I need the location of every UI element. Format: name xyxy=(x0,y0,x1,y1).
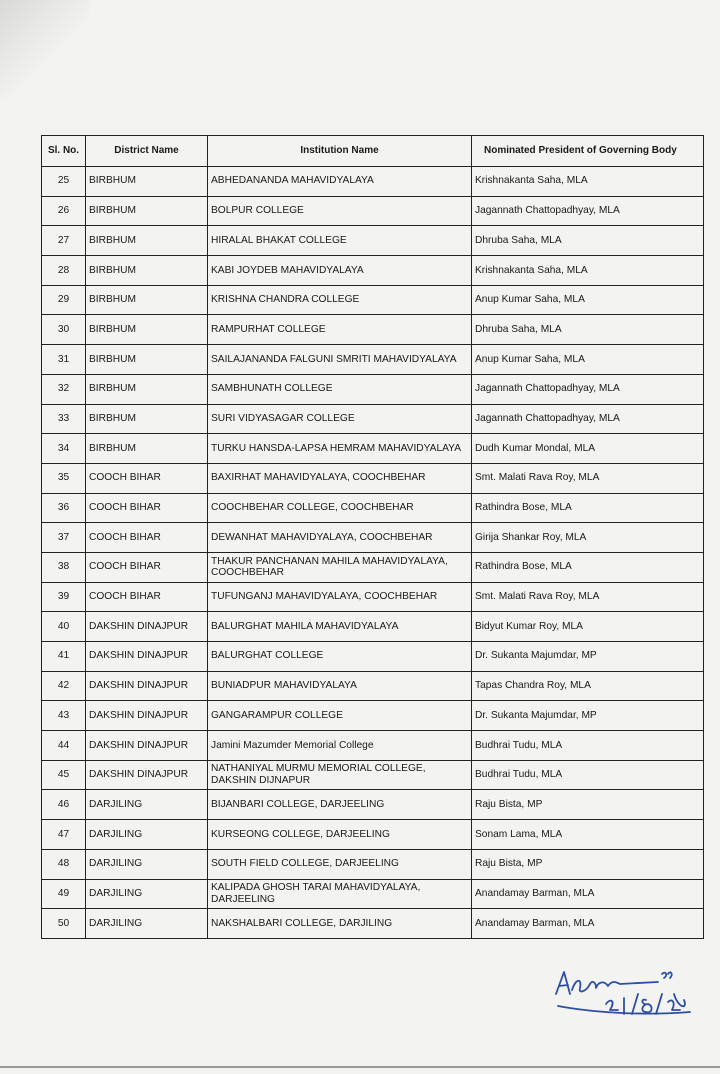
header-sl-no: Sl. No. xyxy=(42,136,86,167)
cell-nominated-president: Dr. Sukanta Majumdar, MP xyxy=(472,701,704,731)
cell-sl-no: 25 xyxy=(42,167,86,197)
cell-sl-no: 27 xyxy=(42,226,86,256)
header-institution-name: Institution Name xyxy=(208,136,472,167)
cell-district-name: BIRBHUM xyxy=(86,374,208,404)
table-row xyxy=(42,849,704,879)
cell-district-name: BIRBHUM xyxy=(86,226,208,256)
cell-institution-name: BALURGHAT COLLEGE xyxy=(208,642,472,672)
cell-district-name: DAKSHIN DINAJPUR xyxy=(86,612,208,642)
table-row xyxy=(42,404,704,434)
table-row xyxy=(42,760,704,790)
table-row xyxy=(42,612,704,642)
cell-nominated-president: Krishnakanta Saha, MLA xyxy=(472,256,704,286)
cell-institution-name: SAILAJANANDA FALGUNI SMRITI MAHAVIDYALAYA xyxy=(208,345,472,375)
cell-nominated-president: Rathindra Bose, MLA xyxy=(472,493,704,523)
table-row xyxy=(42,909,704,939)
cell-institution-name: BAXIRHAT MAHAVIDYALAYA, COOCHBEHAR xyxy=(208,463,472,493)
cell-nominated-president: Bidyut Kumar Roy, MLA xyxy=(472,612,704,642)
cell-sl-no: 40 xyxy=(42,612,86,642)
cell-sl-no: 28 xyxy=(42,256,86,286)
cell-nominated-president: Raju Bista, MP xyxy=(472,849,704,879)
cell-nominated-president: Tapas Chandra Roy, MLA xyxy=(472,671,704,701)
cell-institution-name: KABI JOYDEB MAHAVIDYALAYA xyxy=(208,256,472,286)
cell-district-name: DAKSHIN DINAJPUR xyxy=(86,671,208,701)
cell-district-name: DARJILING xyxy=(86,879,208,909)
cell-sl-no: 32 xyxy=(42,374,86,404)
table-row xyxy=(42,167,704,197)
cell-district-name: DAKSHIN DINAJPUR xyxy=(86,731,208,761)
cell-institution-name: BALURGHAT MAHILA MAHAVIDYALAYA xyxy=(208,612,472,642)
cell-district-name: BIRBHUM xyxy=(86,315,208,345)
cell-institution-name: HIRALAL BHAKAT COLLEGE xyxy=(208,226,472,256)
cell-institution-name: Jamini Mazumder Memorial College xyxy=(208,731,472,761)
cell-nominated-president: Anandamay Barman, MLA xyxy=(472,879,704,909)
table-row xyxy=(42,582,704,612)
cell-sl-no: 29 xyxy=(42,285,86,315)
cell-district-name: BIRBHUM xyxy=(86,196,208,226)
cell-sl-no: 35 xyxy=(42,463,86,493)
page-bottom-edge xyxy=(0,1066,720,1068)
cell-sl-no: 49 xyxy=(42,879,86,909)
header-nominated-president: Nominated President of Governing Body xyxy=(472,136,704,167)
cell-sl-no: 31 xyxy=(42,345,86,375)
cell-institution-name: NAKSHALBARI COLLEGE, DARJILING xyxy=(208,909,472,939)
cell-sl-no: 41 xyxy=(42,642,86,672)
table-row xyxy=(42,256,704,286)
table-row xyxy=(42,671,704,701)
cell-institution-name: THAKUR PANCHANAN MAHILA MAHAVIDYALAYA, COOCHBEHAR xyxy=(208,552,472,582)
cell-institution-name: SAMBHUNATH COLLEGE xyxy=(208,374,472,404)
table-row xyxy=(42,879,704,909)
cell-nominated-president: Dhruba Saha, MLA xyxy=(472,315,704,345)
cell-nominated-president: Raju Bista, MP xyxy=(472,790,704,820)
cell-institution-name: GANGARAMPUR COLLEGE xyxy=(208,701,472,731)
cell-sl-no: 26 xyxy=(42,196,86,226)
cell-sl-no: 47 xyxy=(42,820,86,850)
cell-sl-no: 44 xyxy=(42,731,86,761)
cell-district-name: DARJILING xyxy=(86,849,208,879)
cell-nominated-president: Jagannath Chattopadhyay, MLA xyxy=(472,196,704,226)
table-row xyxy=(42,463,704,493)
cell-district-name: DAKSHIN DINAJPUR xyxy=(86,760,208,790)
cell-nominated-president: Dhruba Saha, MLA xyxy=(472,226,704,256)
cell-district-name: COOCH BIHAR xyxy=(86,523,208,553)
cell-district-name: DARJILING xyxy=(86,909,208,939)
cell-institution-name: TUFUNGANJ MAHAVIDYALAYA, COOCHBEHAR xyxy=(208,582,472,612)
cell-district-name: BIRBHUM xyxy=(86,256,208,286)
cell-institution-name: BIJANBARI COLLEGE, DARJEELING xyxy=(208,790,472,820)
cell-sl-no: 37 xyxy=(42,523,86,553)
cell-sl-no: 36 xyxy=(42,493,86,523)
header-district-name: District Name xyxy=(86,136,208,167)
cell-nominated-president: Dr. Sukanta Majumdar, MP xyxy=(472,642,704,672)
cell-district-name: BIRBHUM xyxy=(86,404,208,434)
table-row xyxy=(42,374,704,404)
cell-district-name: COOCH BIHAR xyxy=(86,582,208,612)
table-row xyxy=(42,285,704,315)
cell-sl-no: 38 xyxy=(42,552,86,582)
table-row xyxy=(42,701,704,731)
table-row xyxy=(42,790,704,820)
cell-district-name: DARJILING xyxy=(86,820,208,850)
cell-nominated-president: Rathindra Bose, MLA xyxy=(472,552,704,582)
cell-institution-name: KALIPADA GHOSH TARAI MAHAVIDYALAYA, DARJEELING xyxy=(208,879,472,909)
table-row xyxy=(42,642,704,672)
cell-nominated-president: Jagannath Chattopadhyay, MLA xyxy=(472,374,704,404)
cell-sl-no: 42 xyxy=(42,671,86,701)
cell-institution-name: ABHEDANANDA MAHAVIDYALAYA xyxy=(208,167,472,197)
cell-district-name: DAKSHIN DINAJPUR xyxy=(86,701,208,731)
cell-institution-name: SOUTH FIELD COLLEGE, DARJEELING xyxy=(208,849,472,879)
cell-sl-no: 43 xyxy=(42,701,86,731)
cell-nominated-president: Jagannath Chattopadhyay, MLA xyxy=(472,404,704,434)
cell-institution-name: NATHANIYAL MURMU MEMORIAL COLLEGE, DAKSHIN DIJNAPUR xyxy=(208,760,472,790)
cell-institution-name: DEWANHAT MAHAVIDYALAYA, COOCHBEHAR xyxy=(208,523,472,553)
cell-nominated-president: Budhrai Tudu, MLA xyxy=(472,760,704,790)
nomination-table xyxy=(41,135,704,939)
cell-institution-name: RAMPURHAT COLLEGE xyxy=(208,315,472,345)
handwritten-signature xyxy=(550,960,700,1030)
table-row xyxy=(42,493,704,523)
cell-sl-no: 33 xyxy=(42,404,86,434)
cell-nominated-president: Budhrai Tudu, MLA xyxy=(472,731,704,761)
cell-institution-name: COOCHBEHAR COLLEGE, COOCHBEHAR xyxy=(208,493,472,523)
cell-sl-no: 30 xyxy=(42,315,86,345)
cell-district-name: BIRBHUM xyxy=(86,167,208,197)
cell-sl-no: 50 xyxy=(42,909,86,939)
cell-sl-no: 45 xyxy=(42,760,86,790)
table-row xyxy=(42,196,704,226)
table-row xyxy=(42,820,704,850)
cell-nominated-president: Smt. Malati Rava Roy, MLA xyxy=(472,582,704,612)
cell-district-name: COOCH BIHAR xyxy=(86,493,208,523)
cell-nominated-president: Krishnakanta Saha, MLA xyxy=(472,167,704,197)
cell-nominated-president: Anup Kumar Saha, MLA xyxy=(472,285,704,315)
table-row xyxy=(42,226,704,256)
page-fold-shadow xyxy=(0,0,90,100)
cell-district-name: BIRBHUM xyxy=(86,434,208,464)
cell-nominated-president: Anandamay Barman, MLA xyxy=(472,909,704,939)
cell-institution-name: TURKU HANSDA-LAPSA HEMRAM MAHAVIDYALAYA xyxy=(208,434,472,464)
cell-nominated-president: Dudh Kumar Mondal, MLA xyxy=(472,434,704,464)
table-row xyxy=(42,345,704,375)
table-row xyxy=(42,523,704,553)
cell-district-name: COOCH BIHAR xyxy=(86,463,208,493)
table-row xyxy=(42,552,704,582)
table-row xyxy=(42,731,704,761)
cell-institution-name: KURSEONG COLLEGE, DARJEELING xyxy=(208,820,472,850)
cell-sl-no: 48 xyxy=(42,849,86,879)
cell-nominated-president: Anup Kumar Saha, MLA xyxy=(472,345,704,375)
nomination-table-container xyxy=(41,135,703,939)
cell-district-name: DARJILING xyxy=(86,790,208,820)
table-row xyxy=(42,434,704,464)
table-header-row xyxy=(42,136,704,167)
cell-institution-name: BOLPUR COLLEGE xyxy=(208,196,472,226)
cell-district-name: BIRBHUM xyxy=(86,285,208,315)
table-row xyxy=(42,315,704,345)
cell-institution-name: BUNIADPUR MAHAVIDYALAYA xyxy=(208,671,472,701)
cell-sl-no: 46 xyxy=(42,790,86,820)
cell-nominated-president: Sonam Lama, MLA xyxy=(472,820,704,850)
cell-sl-no: 34 xyxy=(42,434,86,464)
cell-district-name: BIRBHUM xyxy=(86,345,208,375)
cell-nominated-president: Girija Shankar Roy, MLA xyxy=(472,523,704,553)
cell-institution-name: SURI VIDYASAGAR COLLEGE xyxy=(208,404,472,434)
cell-institution-name: KRISHNA CHANDRA COLLEGE xyxy=(208,285,472,315)
table-body xyxy=(42,167,704,939)
cell-district-name: COOCH BIHAR xyxy=(86,552,208,582)
cell-sl-no: 39 xyxy=(42,582,86,612)
cell-district-name: DAKSHIN DINAJPUR xyxy=(86,642,208,672)
cell-nominated-president: Smt. Malati Rava Roy, MLA xyxy=(472,463,704,493)
